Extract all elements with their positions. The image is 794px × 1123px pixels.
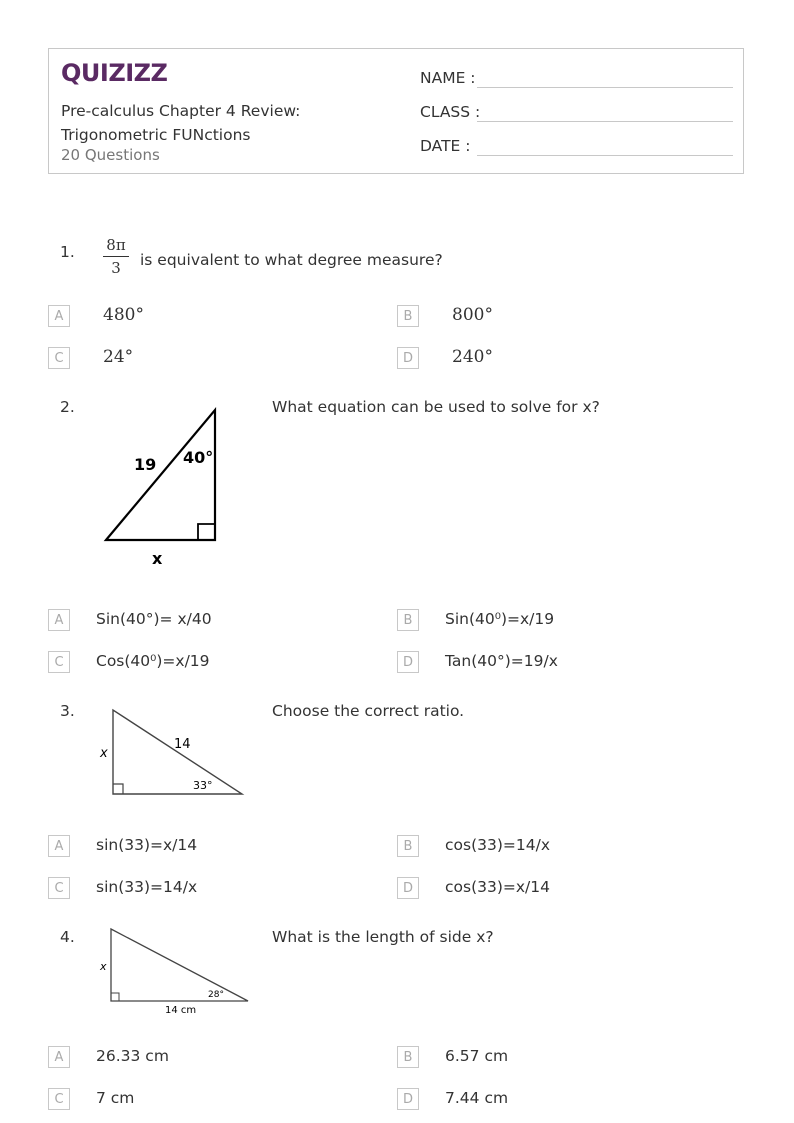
option-letter-b[interactable]: B bbox=[397, 609, 419, 631]
option-letter-d[interactable]: D bbox=[397, 1088, 419, 1110]
option-letter-a[interactable]: A bbox=[48, 1046, 70, 1068]
option-letter-b[interactable]: B bbox=[397, 1046, 419, 1068]
question-text: What equation can be used to solve for x? bbox=[272, 398, 600, 416]
worksheet-title: Pre-calculus Chapter 4 Review: Trigonometric FUNctions bbox=[61, 102, 301, 144]
option-letter-d[interactable]: D bbox=[397, 877, 419, 899]
option-text[interactable]: 6.57 cm bbox=[445, 1047, 509, 1065]
option-letter-d[interactable]: D bbox=[397, 651, 419, 673]
question-text: Choose the correct ratio. bbox=[272, 702, 465, 720]
right-angle-marker bbox=[111, 993, 119, 1001]
option-text[interactable]: 7.44 cm bbox=[445, 1089, 509, 1107]
fraction-bar bbox=[103, 256, 129, 257]
class-label: CLASS : bbox=[420, 103, 481, 121]
option-text[interactable]: sin(33)=x/14 bbox=[96, 836, 198, 854]
fraction-numerator: 8π bbox=[106, 236, 126, 254]
question-count: 20 Questions bbox=[61, 146, 160, 164]
triangle-figure-q3 bbox=[98, 705, 248, 800]
option-text[interactable]: cos(33)=14/x bbox=[445, 836, 551, 854]
option-text[interactable]: Sin(40⁰)=x/19 bbox=[445, 610, 555, 628]
date-label: DATE : bbox=[420, 137, 471, 155]
option-text[interactable]: 7 cm bbox=[96, 1089, 135, 1107]
option-letter-d[interactable]: D bbox=[397, 347, 419, 369]
name-line bbox=[477, 87, 733, 88]
date-field[interactable] bbox=[420, 137, 470, 155]
option-letter-a[interactable]: A bbox=[48, 609, 70, 631]
angle-label: 33° bbox=[193, 779, 213, 792]
option-text[interactable]: 480° bbox=[103, 305, 144, 325]
question-number: 2. bbox=[60, 398, 75, 416]
question-text: What is the length of side x? bbox=[272, 928, 494, 946]
side-label: x bbox=[100, 960, 107, 973]
triangle-shape bbox=[111, 929, 248, 1001]
option-letter-b[interactable]: B bbox=[397, 305, 419, 327]
option-text[interactable]: Cos(40⁰)=x/19 bbox=[96, 652, 210, 670]
side-label: x bbox=[100, 746, 108, 761]
triangle-figure-q4 bbox=[98, 925, 253, 1020]
fraction-8pi-over-3 bbox=[103, 236, 129, 277]
class-field[interactable] bbox=[420, 103, 480, 121]
triangle-shape bbox=[106, 410, 215, 540]
option-text[interactable]: 24° bbox=[103, 347, 134, 367]
option-text[interactable]: Sin(40°)= x/40 bbox=[96, 610, 212, 628]
option-letter-a[interactable]: A bbox=[48, 305, 70, 327]
base-label: 14 cm bbox=[165, 1005, 197, 1016]
date-line bbox=[477, 155, 733, 156]
option-text[interactable]: cos(33)=x/14 bbox=[445, 878, 551, 896]
question-text: is equivalent to what degree measure? bbox=[140, 251, 443, 269]
name-label: NAME : bbox=[420, 69, 476, 87]
angle-label: 28° bbox=[208, 990, 224, 1000]
option-letter-b[interactable]: B bbox=[397, 835, 419, 857]
worksheet-header bbox=[48, 48, 744, 174]
option-text[interactable]: 240° bbox=[452, 347, 493, 367]
question-number: 4. bbox=[60, 928, 75, 946]
side-label: x bbox=[152, 549, 163, 568]
triangle-figure-q2 bbox=[100, 402, 250, 572]
question-number: 3. bbox=[60, 702, 75, 720]
option-letter-c[interactable]: C bbox=[48, 651, 70, 673]
quizizz-logo: QUIZIZZ bbox=[61, 59, 168, 87]
option-text[interactable]: 800° bbox=[452, 305, 493, 325]
option-letter-c[interactable]: C bbox=[48, 347, 70, 369]
right-angle-marker bbox=[198, 524, 215, 540]
fraction-denominator: 3 bbox=[111, 259, 121, 277]
name-field[interactable] bbox=[420, 69, 476, 87]
class-line bbox=[477, 121, 733, 122]
option-letter-a[interactable]: A bbox=[48, 835, 70, 857]
option-letter-c[interactable]: C bbox=[48, 877, 70, 899]
triangle-shape bbox=[113, 710, 242, 794]
hypotenuse-label: 19 bbox=[134, 455, 157, 474]
option-text[interactable]: 26.33 cm bbox=[96, 1047, 169, 1065]
hypotenuse-label: 14 bbox=[174, 737, 191, 752]
right-angle-marker bbox=[113, 784, 123, 794]
option-letter-c[interactable]: C bbox=[48, 1088, 70, 1110]
angle-label: 40° bbox=[183, 448, 214, 467]
option-text[interactable]: sin(33)=14/x bbox=[96, 878, 198, 896]
question-number: 1. bbox=[60, 243, 75, 261]
option-text[interactable]: Tan(40°)=19/x bbox=[445, 652, 558, 670]
